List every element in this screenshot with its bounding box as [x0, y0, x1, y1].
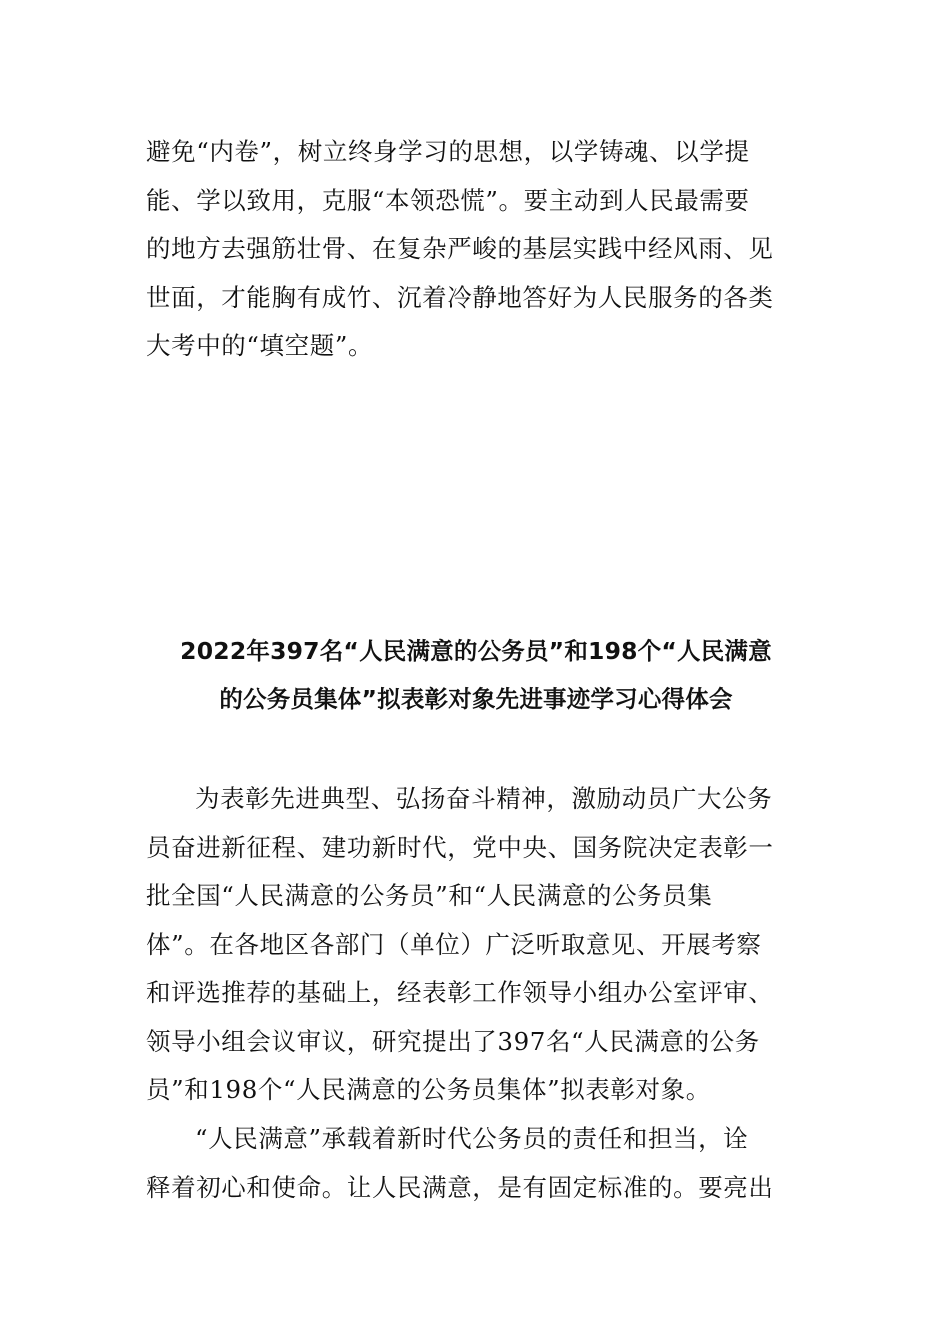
paragraph-line: 领导小组会议审议，研究提出了397名“人民满意的公务 — [146, 1026, 760, 1056]
paragraph-line: 避免“内卷”，树立终身学习的思想，以学铸魂、以学提 — [146, 137, 750, 166]
paragraph-line: 能、学以致用，克服“本领恐慌”。要主动到人民最需要 — [146, 185, 750, 215]
paragraph-line: 员奋进新征程、建功新时代，党中央、国务院决定表彰一 — [146, 832, 774, 862]
paragraph-line: 的地方去强筋壮骨、在复杂严峻的基层实践中经风雨、见 — [146, 234, 774, 263]
title-line: 的公务员集体”拟表彰对象先进事迹学习心得体会 — [219, 685, 733, 713]
body-paragraph-2 — [146, 1115, 786, 1212]
top-paragraph — [146, 128, 786, 371]
paragraph-line: 为表彰先进典型、弘扬奋斗精神，激励动员广大公务 — [195, 784, 773, 813]
document-title — [146, 627, 806, 723]
paragraph-line: 世面，才能胸有成竹、沉着冷静地答好为人民服务的各类 — [146, 282, 774, 312]
title-line: 2022年397名“人民满意的公务员”和198个“人民满意 — [180, 637, 772, 665]
paragraph-line: 体”。在各地区各部门（单位）广泛听取意见、开展考察 — [146, 929, 762, 959]
paragraph-line: 释着初心和使命。让人民满意，是有固定标准的。要亮出 — [146, 1172, 774, 1202]
paragraph-line: “人民满意”承载着新时代公务员的责任和担当，诠 — [195, 1124, 749, 1153]
paragraph-line: 和评选推荐的基础上，经表彰工作领导小组办公室评审、 — [146, 978, 774, 1007]
body-paragraph-1 — [146, 775, 786, 1115]
paragraph-line: 批全国“人民满意的公务员”和“人民满意的公务员集 — [146, 881, 713, 910]
paragraph-line: 员”和198个“人民满意的公务员集体”拟表彰对象。 — [146, 1075, 711, 1104]
paragraph-line: 大考中的“填空题”。 — [146, 331, 374, 360]
